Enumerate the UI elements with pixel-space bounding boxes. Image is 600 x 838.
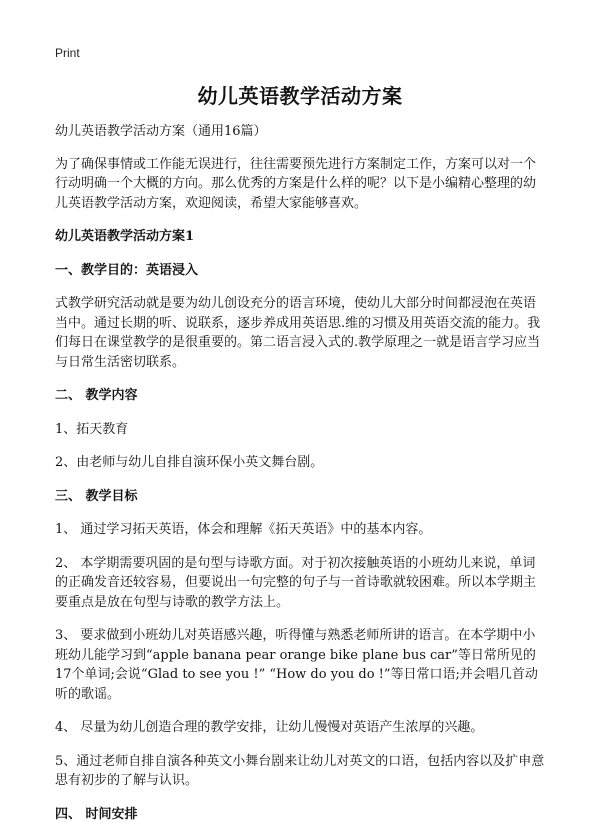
- document-subtitle: 幼儿英语教学活动方案（通用16篇）: [55, 124, 267, 139]
- print-link[interactable]: Print: [55, 46, 80, 60]
- section-title: 幼儿英语教学活动方案1: [55, 229, 195, 244]
- intro-paragraph: 为了确保事情或工作能无误进行，往往需要预先进行方案制定工作，方案可以对一个行动明确一个大概的方向。那么优秀的方案是什么样的呢？以下是小编精心整理的幼儿英语教学活动方案，欢迎阅读，希望大家能够喜欢。: [55, 156, 537, 211]
- page-title: 幼儿英语教学活动方案: [197, 84, 403, 108]
- content-item-1: 1、拓天教育: [55, 421, 129, 437]
- goal-item-5: 5、通过老师自排自演各种英文小舞台剧来让幼儿对英文的口语，包括内容以及扩申意思有初步的了解与认识。: [55, 753, 545, 788]
- heading-goals: 三、 教学目标: [55, 488, 138, 504]
- document-body: [55, 122, 547, 838]
- goal-item-2: 2、 本学期需要巩固的是句型与诗歌方面。对于初次接触英语的小班幼儿来说，单词的正确发音还较容易，但要说出一句完整的句子与一首诗歌就较困难。所以本学期主要重点是放在句型与诗歌的教学方法上。: [55, 555, 537, 610]
- purpose-paragraph: 式教学研究活动就是要为幼儿创设充分的语言环境，使幼儿大部分时间都浸泡在英语当中。通过长期的听、说联系，逐步养成用英语思.维的习惯及用英语交流的能力。我们每日在课堂教学的是很重要的。第二语言浸入式的.教学原理之一就是语言学习应当与日常生活密切联系。: [55, 296, 541, 370]
- goal-item-4: 4、 尽量为幼儿创造合理的教学安排，让幼儿慢慢对英语产生浓厚的兴趣。: [55, 720, 484, 735]
- heading-purpose: 一、教学目的：英语浸入: [55, 262, 199, 278]
- heading-content: 二、 教学内容: [55, 388, 138, 403]
- goal-item-1: 1、 通过学习拓天英语，体会和理解《拓天英语》中的基本内容。: [55, 522, 432, 537]
- goal-item-3: 3、 要求做到小班幼儿对英语感兴趣，听得懂与熟悉老师所讲的语言。在本学期中小班幼儿能学习到“apple banana pear orange bike plane bus car”等日常所见的17个单词;会说“Glad to see you !” “How do you do !”等日常口语;并会唱几首动听的歌谣。: [55, 628, 538, 702]
- content-item-2: 2、由老师与幼儿自排自演环保小英文舞台剧。: [55, 455, 324, 470]
- heading-schedule: 四、 时间安排: [55, 806, 138, 822]
